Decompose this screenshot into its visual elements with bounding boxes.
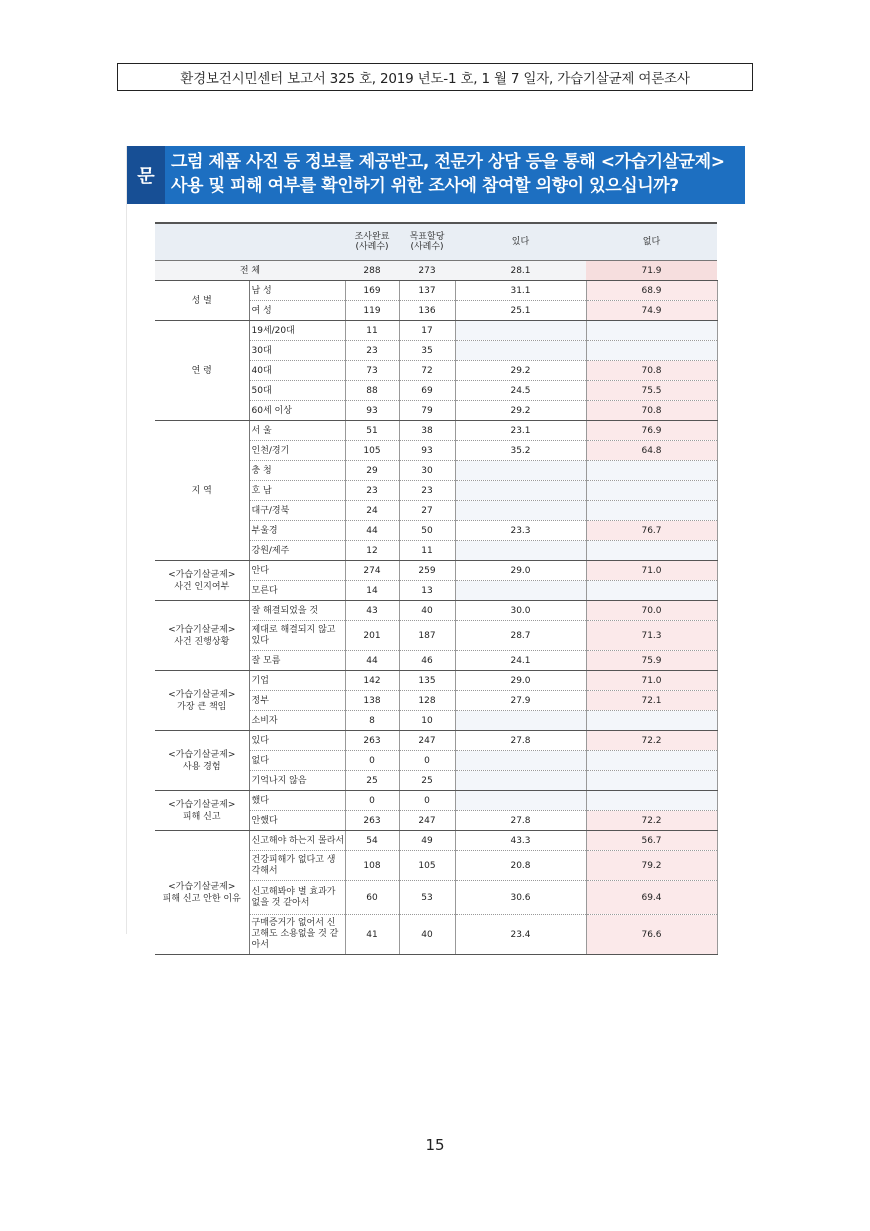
group-label: <가습기살균제> 피해 신고 안한 이유 xyxy=(155,831,249,955)
subgroup-label: 신고해야 하는지 몰라서 xyxy=(249,831,345,851)
header-target: 목표할당 (사례수) xyxy=(399,223,455,261)
report-header: 환경보건시민센터 보고서 325 호, 2019 년도-1 호, 1 월 7 일자, 가습기살균제 여론조사 xyxy=(117,63,753,91)
table-row xyxy=(155,321,717,341)
table-row xyxy=(155,281,717,301)
pct-no xyxy=(586,481,717,501)
pct-no xyxy=(586,321,717,341)
pct-yes: 20.8 xyxy=(455,851,586,881)
subgroup-label: 구매증거가 없어서 신고해도 소용없을 것 같아서 xyxy=(249,915,345,955)
table-row xyxy=(155,601,717,621)
pct-no: 76.7 xyxy=(586,521,717,541)
pct-yes: 25.1 xyxy=(455,301,586,321)
pct-no xyxy=(586,751,717,771)
pct-no: 79.2 xyxy=(586,851,717,881)
count-target: 10 xyxy=(399,711,455,731)
count-target: 135 xyxy=(399,671,455,691)
pct-no: 75.9 xyxy=(586,651,717,671)
pct-no: 70.8 xyxy=(586,361,717,381)
count-target: 35 xyxy=(399,341,455,361)
question-banner xyxy=(127,146,745,204)
pct-yes: 28.7 xyxy=(455,621,586,651)
group-label: 성 별 xyxy=(155,281,249,321)
count-target: 79 xyxy=(399,401,455,421)
count-target: 40 xyxy=(399,601,455,621)
count-done: 25 xyxy=(345,771,399,791)
pct-no: 71.3 xyxy=(586,621,717,651)
header-yes: 있다 xyxy=(455,223,586,261)
count-done: 44 xyxy=(345,651,399,671)
pct-no: 72.2 xyxy=(586,811,717,831)
survey-panel xyxy=(126,146,747,950)
group-label: 연 령 xyxy=(155,321,249,421)
pct-yes xyxy=(455,461,586,481)
count-target: 247 xyxy=(399,731,455,751)
count-done: 93 xyxy=(345,401,399,421)
pct-no: 71.0 xyxy=(586,561,717,581)
total-yes: 28.1 xyxy=(455,261,586,281)
count-target: 72 xyxy=(399,361,455,381)
count-done: 0 xyxy=(345,751,399,771)
pct-yes xyxy=(455,501,586,521)
pct-no xyxy=(586,791,717,811)
total-target: 273 xyxy=(399,261,455,281)
group-label: <가습기살균제> 사건 진행상황 xyxy=(155,601,249,671)
count-target: 13 xyxy=(399,581,455,601)
subgroup-label: 40대 xyxy=(249,361,345,381)
pct-no xyxy=(586,771,717,791)
pct-yes xyxy=(455,581,586,601)
pct-no: 70.0 xyxy=(586,601,717,621)
count-target: 69 xyxy=(399,381,455,401)
pct-yes: 27.8 xyxy=(455,731,586,751)
pct-no xyxy=(586,711,717,731)
subgroup-label: 19세/20대 xyxy=(249,321,345,341)
pct-yes: 24.1 xyxy=(455,651,586,671)
pct-yes: 30.6 xyxy=(455,881,586,915)
pct-yes: 29.2 xyxy=(455,401,586,421)
pct-yes xyxy=(455,481,586,501)
count-done: 119 xyxy=(345,301,399,321)
count-target: 30 xyxy=(399,461,455,481)
pct-no: 64.8 xyxy=(586,441,717,461)
count-done: 12 xyxy=(345,541,399,561)
table-row xyxy=(155,791,717,811)
count-target: 38 xyxy=(399,421,455,441)
pct-yes: 29.0 xyxy=(455,561,586,581)
pct-no xyxy=(586,541,717,561)
count-target: 0 xyxy=(399,791,455,811)
question-marker: 문 xyxy=(127,146,165,204)
count-done: 142 xyxy=(345,671,399,691)
subgroup-label: 잘 해결되었을 것 xyxy=(249,601,345,621)
subgroup-label: 안했다 xyxy=(249,811,345,831)
count-done: 88 xyxy=(345,381,399,401)
pct-no: 74.9 xyxy=(586,301,717,321)
group-label: <가습기살균제> 피해 신고 xyxy=(155,791,249,831)
count-done: 60 xyxy=(345,881,399,915)
subgroup-label: 없다 xyxy=(249,751,345,771)
count-done: 23 xyxy=(345,341,399,361)
pct-no: 76.9 xyxy=(586,421,717,441)
count-done: 0 xyxy=(345,791,399,811)
subgroup-label: 소비자 xyxy=(249,711,345,731)
count-target: 105 xyxy=(399,851,455,881)
pct-no: 72.2 xyxy=(586,731,717,751)
table-row xyxy=(155,561,717,581)
pct-no: 76.6 xyxy=(586,915,717,955)
subgroup-label: 남 성 xyxy=(249,281,345,301)
pct-yes: 35.2 xyxy=(455,441,586,461)
count-done: 24 xyxy=(345,501,399,521)
group-label: <가습기살균제> 사건 인지여부 xyxy=(155,561,249,601)
pct-no: 72.1 xyxy=(586,691,717,711)
count-target: 128 xyxy=(399,691,455,711)
count-target: 27 xyxy=(399,501,455,521)
pct-yes xyxy=(455,751,586,771)
table-body xyxy=(155,261,717,955)
subgroup-label: 30대 xyxy=(249,341,345,361)
count-target: 53 xyxy=(399,881,455,915)
subgroup-label: 60세 이상 xyxy=(249,401,345,421)
subgroup-label: 잘 모름 xyxy=(249,651,345,671)
subgroup-label: 서 울 xyxy=(249,421,345,441)
count-done: 169 xyxy=(345,281,399,301)
header-no: 없다 xyxy=(586,223,717,261)
pct-no: 75.5 xyxy=(586,381,717,401)
count-target: 25 xyxy=(399,771,455,791)
subgroup-label: 기업 xyxy=(249,671,345,691)
group-label: 지 역 xyxy=(155,421,249,561)
count-done: 11 xyxy=(345,321,399,341)
count-done: 201 xyxy=(345,621,399,651)
pct-yes xyxy=(455,711,586,731)
pct-yes: 27.8 xyxy=(455,811,586,831)
pct-yes: 31.1 xyxy=(455,281,586,301)
pct-yes xyxy=(455,791,586,811)
pct-yes: 23.4 xyxy=(455,915,586,955)
count-done: 263 xyxy=(345,731,399,751)
total-no: 71.9 xyxy=(586,261,717,281)
pct-no xyxy=(586,341,717,361)
count-target: 247 xyxy=(399,811,455,831)
count-target: 11 xyxy=(399,541,455,561)
group-label: <가습기살균제> 가장 큰 책임 xyxy=(155,671,249,731)
pct-yes: 29.0 xyxy=(455,671,586,691)
count-target: 187 xyxy=(399,621,455,651)
subgroup-label: 인천/경기 xyxy=(249,441,345,461)
total-done: 288 xyxy=(345,261,399,281)
pct-no xyxy=(586,461,717,481)
subgroup-label: 안다 xyxy=(249,561,345,581)
pct-no: 56.7 xyxy=(586,831,717,851)
count-target: 40 xyxy=(399,915,455,955)
pct-yes xyxy=(455,771,586,791)
table-row xyxy=(155,421,717,441)
subgroup-label: 했다 xyxy=(249,791,345,811)
count-done: 43 xyxy=(345,601,399,621)
count-done: 105 xyxy=(345,441,399,461)
pct-yes: 23.3 xyxy=(455,521,586,541)
subgroup-label: 모른다 xyxy=(249,581,345,601)
count-done: 29 xyxy=(345,461,399,481)
subgroup-label: 신고해봐야 별 효과가 없을 것 같아서 xyxy=(249,881,345,915)
count-target: 49 xyxy=(399,831,455,851)
pct-no xyxy=(586,501,717,521)
count-done: 14 xyxy=(345,581,399,601)
pct-no: 71.0 xyxy=(586,671,717,691)
subgroup-label: 건강피해가 없다고 생각해서 xyxy=(249,851,345,881)
table-header-row xyxy=(155,223,717,261)
pct-yes: 30.0 xyxy=(455,601,586,621)
count-target: 137 xyxy=(399,281,455,301)
pct-yes: 43.3 xyxy=(455,831,586,851)
subgroup-label: 정부 xyxy=(249,691,345,711)
pct-yes: 27.9 xyxy=(455,691,586,711)
survey-table xyxy=(155,222,718,955)
pct-no: 69.4 xyxy=(586,881,717,915)
pct-yes xyxy=(455,341,586,361)
count-target: 50 xyxy=(399,521,455,541)
count-target: 17 xyxy=(399,321,455,341)
count-target: 0 xyxy=(399,751,455,771)
count-done: 51 xyxy=(345,421,399,441)
count-done: 54 xyxy=(345,831,399,851)
table-row xyxy=(155,671,717,691)
count-target: 23 xyxy=(399,481,455,501)
count-done: 41 xyxy=(345,915,399,955)
count-done: 274 xyxy=(345,561,399,581)
count-done: 108 xyxy=(345,851,399,881)
subgroup-label: 50대 xyxy=(249,381,345,401)
subgroup-label: 호 남 xyxy=(249,481,345,501)
count-done: 23 xyxy=(345,481,399,501)
subgroup-label: 강원/제주 xyxy=(249,541,345,561)
table-row xyxy=(155,831,717,851)
question-text: 그럼 제품 사진 등 정보를 제공받고, 전문가 상담 등을 통해 <가습기살균제> 사용 및 피해 여부를 확인하기 위한 조사에 참여할 의향이 있으십니까? xyxy=(171,152,725,196)
pct-yes xyxy=(455,541,586,561)
header-done: 조사완료 (사례수) xyxy=(345,223,399,261)
pct-no: 70.8 xyxy=(586,401,717,421)
subgroup-label: 대구/경북 xyxy=(249,501,345,521)
header-blank xyxy=(155,223,345,261)
count-target: 259 xyxy=(399,561,455,581)
count-target: 46 xyxy=(399,651,455,671)
group-label: <가습기살균제> 사용 경험 xyxy=(155,731,249,791)
pct-yes: 24.5 xyxy=(455,381,586,401)
total-row xyxy=(155,261,717,281)
count-done: 73 xyxy=(345,361,399,381)
subgroup-label: 여 성 xyxy=(249,301,345,321)
pct-no: 68.9 xyxy=(586,281,717,301)
pct-no xyxy=(586,581,717,601)
subgroup-label: 충 청 xyxy=(249,461,345,481)
table-row xyxy=(155,731,717,751)
count-done: 263 xyxy=(345,811,399,831)
subgroup-label: 제대로 해결되지 않고 있다 xyxy=(249,621,345,651)
count-done: 138 xyxy=(345,691,399,711)
pct-yes: 29.2 xyxy=(455,361,586,381)
pct-yes: 23.1 xyxy=(455,421,586,441)
total-label: 전 체 xyxy=(155,261,345,281)
page-number: 15 xyxy=(425,1136,445,1154)
count-done: 8 xyxy=(345,711,399,731)
subgroup-label: 부울경 xyxy=(249,521,345,541)
count-target: 136 xyxy=(399,301,455,321)
pct-yes xyxy=(455,321,586,341)
subgroup-label: 기억나지 않음 xyxy=(249,771,345,791)
count-done: 44 xyxy=(345,521,399,541)
subgroup-label: 있다 xyxy=(249,731,345,751)
count-target: 93 xyxy=(399,441,455,461)
